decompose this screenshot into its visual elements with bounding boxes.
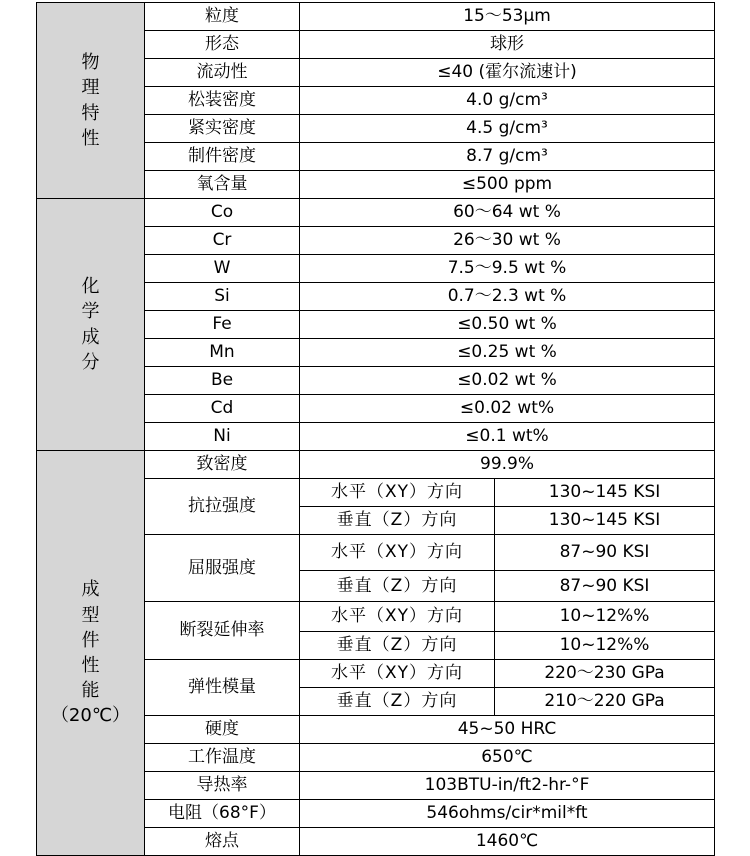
property-value: 103BTU-in/ft2-hr-°F	[300, 772, 715, 800]
property-value: 15～53μm	[300, 3, 715, 31]
element-name: Cd	[145, 395, 300, 423]
element-value: ≤0.02 wt%	[300, 395, 715, 423]
property-name: 弹性模量	[145, 660, 300, 716]
direction-value: 130~145 KSI	[495, 507, 715, 535]
direction-label: 水平（XY）方向	[300, 602, 495, 632]
direction-value: 220～230 GPa	[495, 660, 715, 688]
direction-label: 垂直（Z）方向	[300, 632, 495, 660]
direction-label: 垂直（Z）方向	[300, 688, 495, 716]
direction-label: 水平（XY）方向	[300, 479, 495, 507]
property-value: 8.7 g/cm³	[300, 143, 715, 171]
element-value: ≤0.1 wt%	[300, 423, 715, 451]
property-name: 致密度	[145, 451, 300, 479]
element-name: Be	[145, 367, 300, 395]
direction-label: 水平（XY）方向	[300, 535, 495, 571]
element-value: 7.5～9.5 wt %	[300, 255, 715, 283]
element-value: 60～64 wt %	[300, 199, 715, 227]
element-name: Fe	[145, 311, 300, 339]
property-name: 形态	[145, 31, 300, 59]
direction-label: 水平（XY）方向	[300, 660, 495, 688]
property-value: ≤40 (霍尔流速计)	[300, 59, 715, 87]
table-row	[37, 199, 715, 227]
category-chemical: 化 学 成 分	[37, 199, 145, 451]
element-name: W	[145, 255, 300, 283]
property-name: 流动性	[145, 59, 300, 87]
property-value: 45~50 HRC	[300, 716, 715, 744]
element-value: ≤0.50 wt %	[300, 311, 715, 339]
category-mechanical: 成 型 件 性 能 （20℃）	[37, 451, 145, 856]
property-name: 硬度	[145, 716, 300, 744]
property-name: 屈服强度	[145, 535, 300, 602]
element-name: Cr	[145, 227, 300, 255]
property-name: 制件密度	[145, 143, 300, 171]
direction-value: 10~12%%	[495, 632, 715, 660]
property-name: 紧实密度	[145, 115, 300, 143]
property-name: 松装密度	[145, 87, 300, 115]
direction-value: 87~90 KSI	[495, 535, 715, 571]
property-value: 1460℃	[300, 828, 715, 856]
property-name: 熔点	[145, 828, 300, 856]
property-value: 4.0 g/cm³	[300, 87, 715, 115]
element-value: ≤0.25 wt %	[300, 339, 715, 367]
direction-label: 垂直（Z）方向	[300, 571, 495, 602]
element-value: 26～30 wt %	[300, 227, 715, 255]
table-row	[37, 3, 715, 31]
properties-table	[36, 2, 715, 856]
property-value: 球形	[300, 31, 715, 59]
property-value: ≤500 ppm	[300, 171, 715, 199]
element-value: 0.7～2.3 wt %	[300, 283, 715, 311]
element-name: Ni	[145, 423, 300, 451]
property-name: 电阻（68°F）	[145, 800, 300, 828]
property-value: 4.5 g/cm³	[300, 115, 715, 143]
element-value: ≤0.02 wt %	[300, 367, 715, 395]
direction-value: 210～220 GPa	[495, 688, 715, 716]
property-name: 导热率	[145, 772, 300, 800]
property-name: 工作温度	[145, 744, 300, 772]
element-name: Co	[145, 199, 300, 227]
property-name: 粒度	[145, 3, 300, 31]
direction-value: 130~145 KSI	[495, 479, 715, 507]
property-name: 抗拉强度	[145, 479, 300, 535]
direction-value: 10~12%%	[495, 602, 715, 632]
property-value: 650℃	[300, 744, 715, 772]
direction-value: 87~90 KSI	[495, 571, 715, 602]
category-physical: 物 理 特 性	[37, 3, 145, 199]
element-name: Mn	[145, 339, 300, 367]
property-value: 99.9%	[300, 451, 715, 479]
direction-label: 垂直（Z）方向	[300, 507, 495, 535]
table-row	[37, 451, 715, 479]
property-name: 断裂延伸率	[145, 602, 300, 660]
property-value: 546ohms/cir*mil*ft	[300, 800, 715, 828]
property-name: 氧含量	[145, 171, 300, 199]
element-name: Si	[145, 283, 300, 311]
